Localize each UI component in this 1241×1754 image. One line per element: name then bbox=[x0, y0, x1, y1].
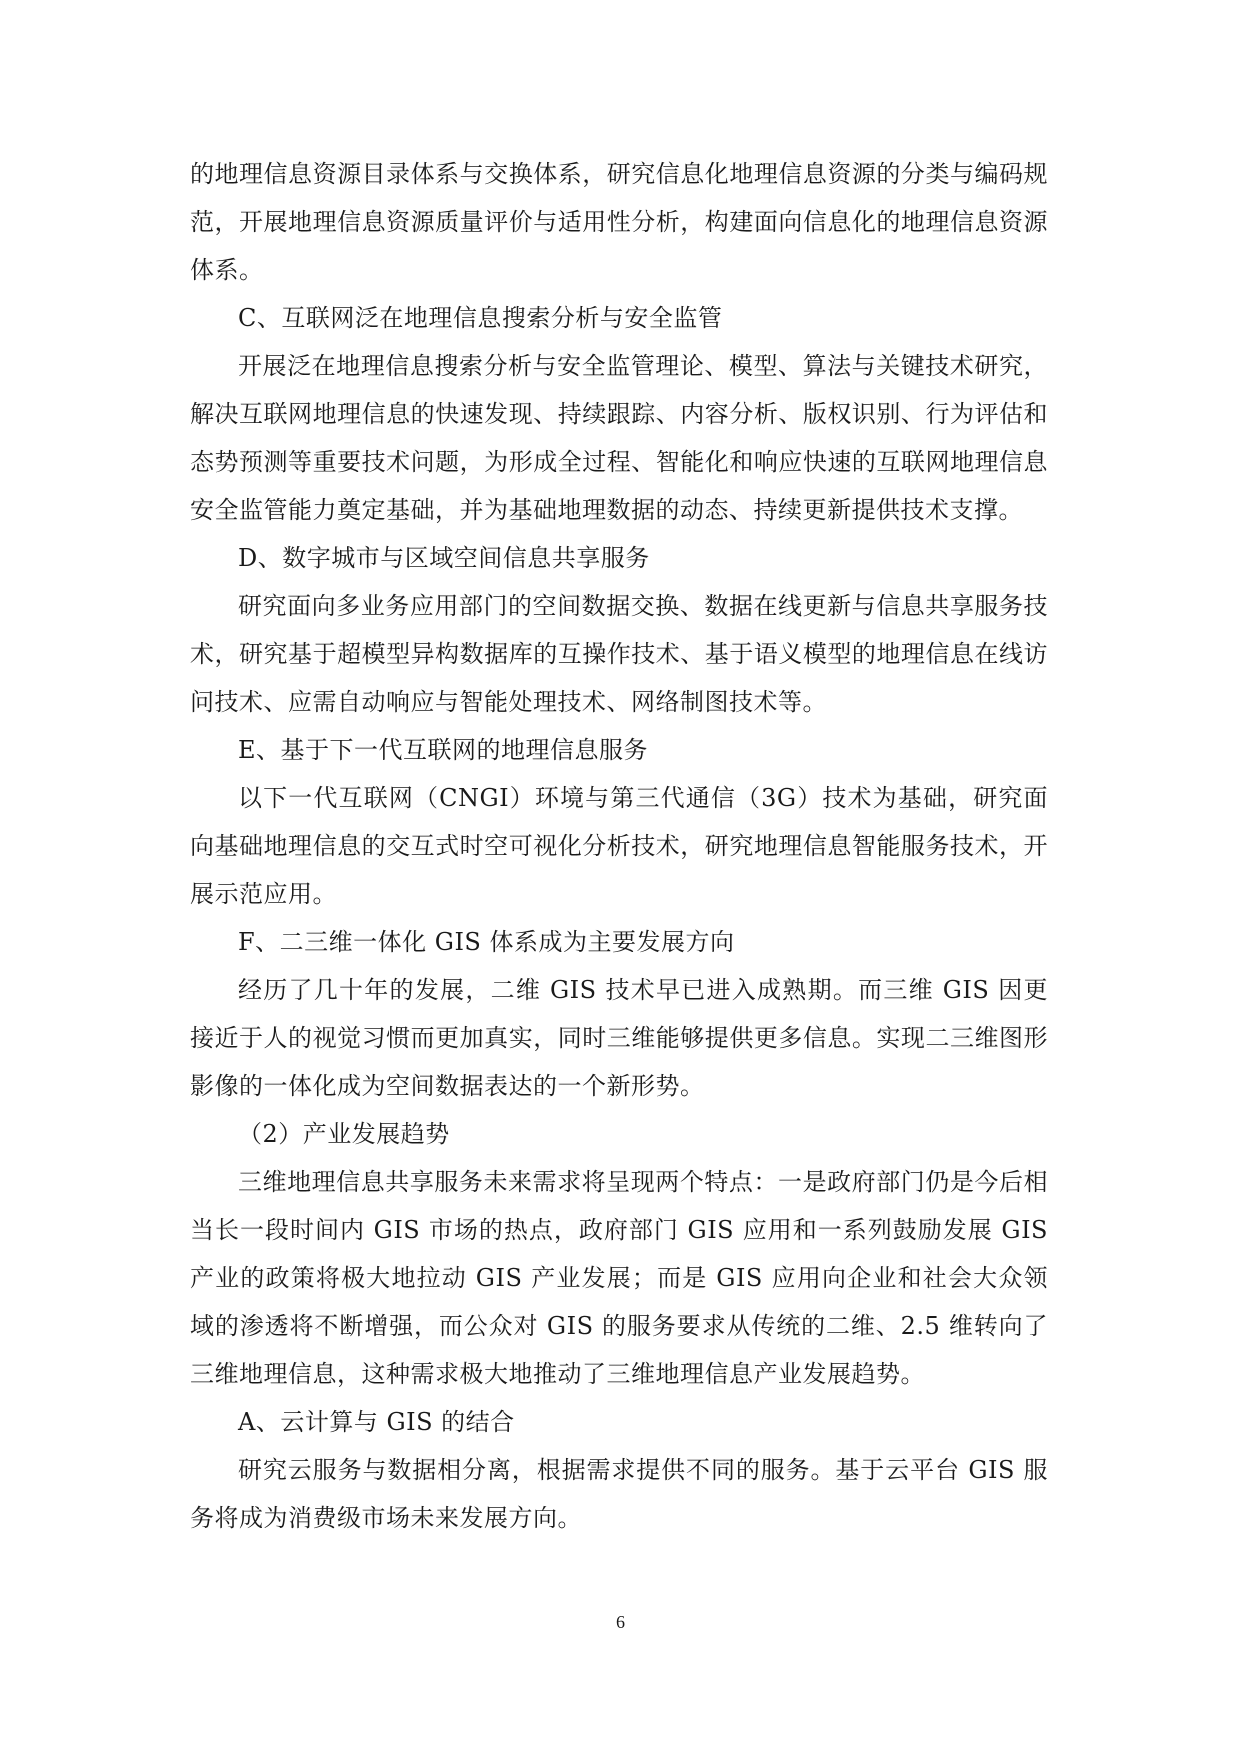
section-heading: F、二三维一体化 GIS 体系成为主要发展方向 bbox=[238, 928, 735, 956]
paragraph: 的地理信息资源目录体系与交换体系，研究信息化地理信息资源的分类与编码规范，开展地理信息资源质量评价与适用性分析，构建面向信息化的地理信息资源体系。 bbox=[190, 160, 1048, 284]
paragraph: 研究云服务与数据相分离，根据需求提供不同的服务。基于云平台 GIS 服务将成为消费级市场未来发展方向。 bbox=[190, 1456, 1048, 1532]
section-heading: E、基于下一代互联网的地理信息服务 bbox=[238, 736, 649, 764]
paragraph: 经历了几十年的发展，二维 GIS 技术早已进入成熟期。而三维 GIS 因更接近于人的视觉习惯而更加真实，同时三维能够提供更多信息。实现二三维图形影像的一体化成为空间数据表达的一个新形势。 bbox=[190, 976, 1048, 1100]
paragraph: 研究面向多业务应用部门的空间数据交换、数据在线更新与信息共享服务技术，研究基于超模型异构数据库的互操作技术、基于语义模型的地理信息在线访问技术、应需自动响应与智能处理技术、网络制图技术等。 bbox=[190, 592, 1048, 716]
paragraph: 以下一代互联网（CNGI）环境与第三代通信（3G）技术为基础，研究面向基础地理信息的交互式时空可视化分析技术，研究地理信息智能服务技术，开展示范应用。 bbox=[190, 784, 1048, 908]
section-heading: A、云计算与 GIS 的结合 bbox=[238, 1408, 515, 1436]
section-heading: C、互联网泛在地理信息搜索分析与安全监管 bbox=[238, 304, 723, 332]
section-heading: D、数字城市与区域空间信息共享服务 bbox=[238, 544, 650, 572]
paragraph: 开展泛在地理信息搜索分析与安全监管理论、模型、算法与关键技术研究，解决互联网地理信息的快速发现、持续跟踪、内容分析、版权识别、行为评估和态势预测等重要技术问题，为形成全过程、智能化和响应快速的互联网地理信息安全监管能力奠定基础，并为基础地理数据的动态、持续更新提供技术支撑。 bbox=[190, 352, 1048, 524]
section-heading: （2）产业发展趋势 bbox=[238, 1120, 450, 1148]
paragraph: 三维地理信息共享服务未来需求将呈现两个特点：一是政府部门仍是今后相当长一段时间内 GIS 市场的热点，政府部门 GIS 应用和一系列鼓励发展 GIS 产业的政策将极大地拉动 GIS 产业发展；而是 GIS 应用向企业和社会大众领域的渗透将不断增强，而公众对 GIS 的服务要求从传统的二维、2.5 维转向了三维地理信息，这种需求极大地推动了三维地理信息产业发展趋势。 bbox=[190, 1168, 1048, 1388]
page-number: 6 bbox=[616, 1612, 625, 1632]
document-body bbox=[190, 150, 1048, 1542]
